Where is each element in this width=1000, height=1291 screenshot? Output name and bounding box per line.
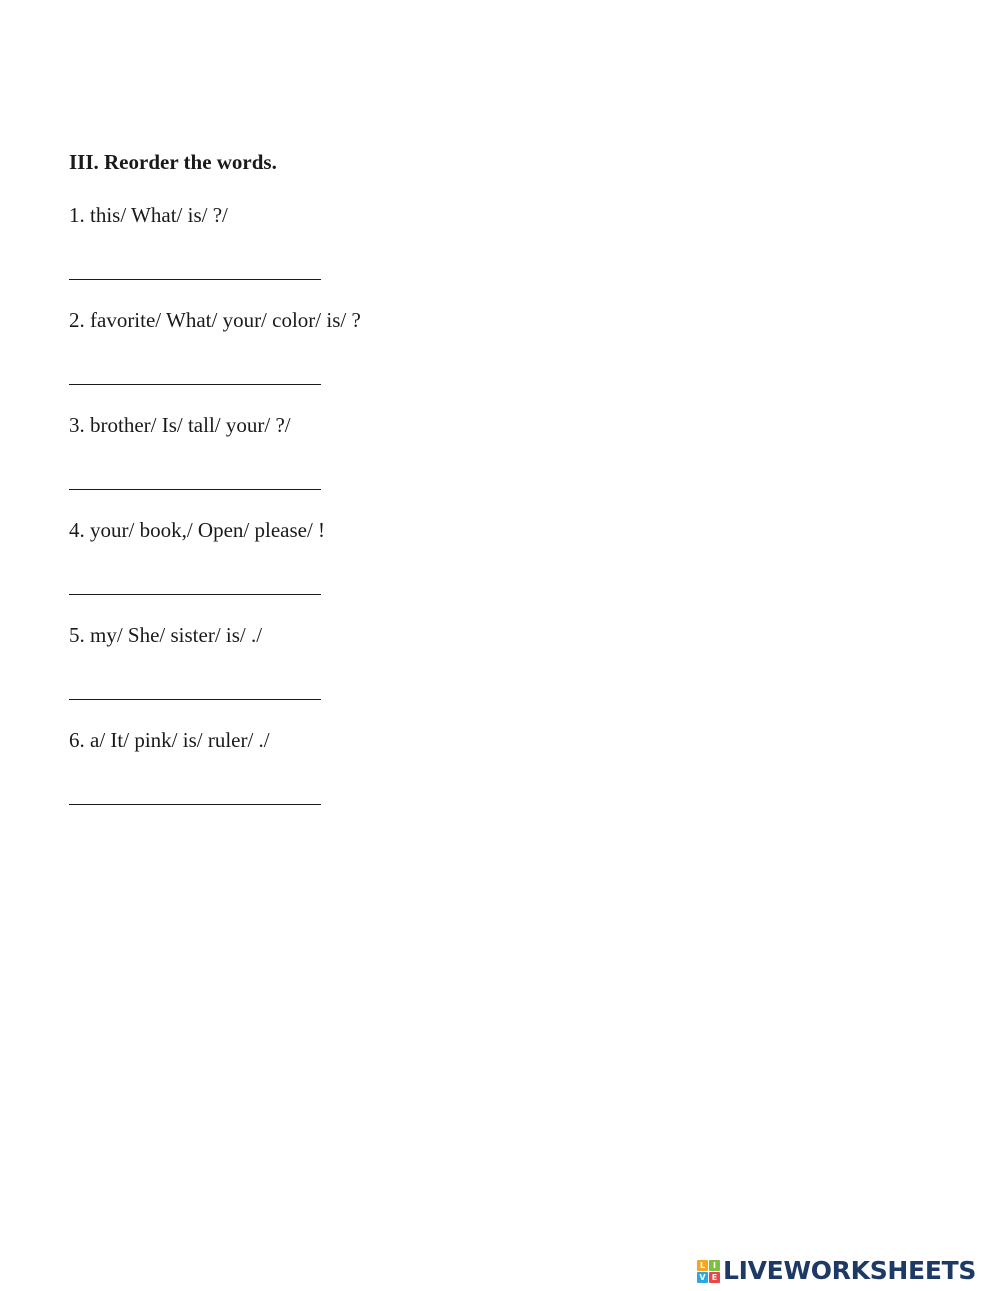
answer-line-1: [69, 279, 321, 280]
answer-input-3[interactable]: [69, 465, 321, 489]
question-3: 3. brother/ Is/ tall/ your/ ?/: [69, 413, 291, 437]
answer-input-1[interactable]: [69, 255, 321, 279]
answer-line-2: [69, 384, 321, 385]
answer-line-5: [69, 699, 321, 700]
logo-block-v: V: [697, 1272, 708, 1283]
answer-line-3: [69, 489, 321, 490]
section-title: III. Reorder the words.: [69, 150, 277, 174]
answer-input-6[interactable]: [69, 780, 321, 804]
answer-line-6: [69, 804, 321, 805]
question-1: 1. this/ What/ is/ ?/: [69, 203, 228, 227]
logo-text: LIVEWORKSHEETS: [723, 1256, 977, 1285]
liveworksheets-logo: [697, 1256, 976, 1286]
question-5: 5. my/ She/ sister/ is/ ./: [69, 623, 263, 647]
answer-input-5[interactable]: [69, 675, 321, 699]
answer-line-4: [69, 594, 321, 595]
question-4: 4. your/ book,/ Open/ please/ !: [69, 518, 326, 542]
logo-block-e: E: [709, 1272, 720, 1283]
question-6: 6. a/ It/ pink/ is/ ruler/ ./: [69, 728, 270, 752]
logo-block-i: I: [709, 1260, 720, 1271]
question-2: 2. favorite/ What/ your/ color/ is/ ?: [69, 308, 361, 332]
logo-blocks-icon: [697, 1260, 720, 1283]
logo-block-l: L: [697, 1260, 708, 1271]
answer-input-2[interactable]: [69, 360, 321, 384]
answer-input-4[interactable]: [69, 570, 321, 594]
